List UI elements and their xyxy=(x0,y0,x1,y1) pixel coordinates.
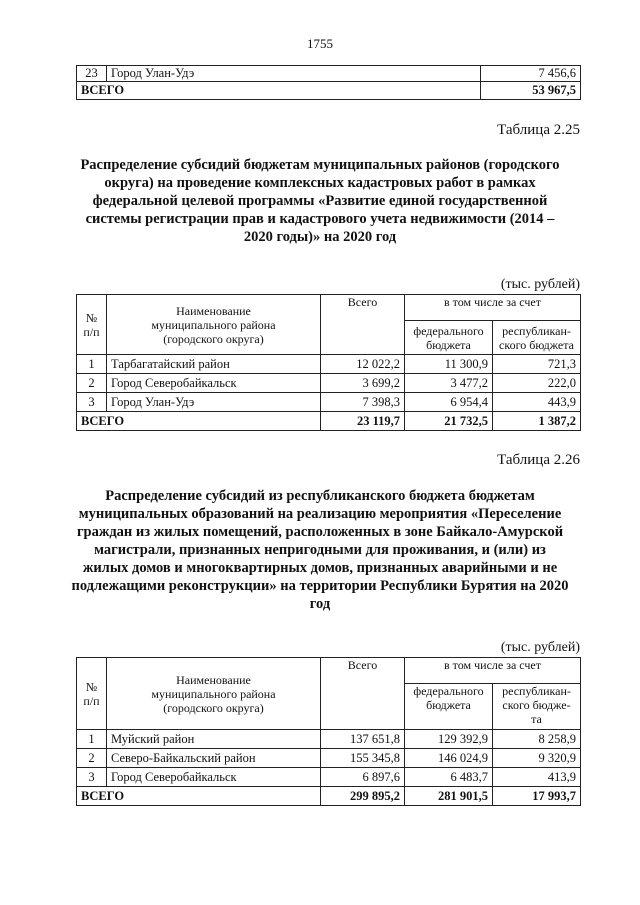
table-row xyxy=(77,749,581,768)
row-number: 2 xyxy=(77,374,107,393)
table-title-2-25: Распределение субсидий бюджетам муниципальных районов (городского округа) на проведение комплексных кадастровых работ в рамках федеральной целевой программы «Развитие единой государственной системы регистрации прав и кадастрового учета недвижимости (2014 – 2020 годы)» на 2020 год xyxy=(80,157,560,245)
table-row xyxy=(77,374,581,393)
total-row xyxy=(77,82,581,100)
republican-cell: 1 387,2 xyxy=(493,412,581,431)
total-cell: 155 345,8 xyxy=(321,749,405,768)
total-label: ВСЕГО xyxy=(77,787,321,806)
total-row xyxy=(77,412,581,431)
total-cell: 137 651,8 xyxy=(321,730,405,749)
header-federal: федерального бюджета xyxy=(405,684,493,730)
federal-cell: 3 477,2 xyxy=(405,374,493,393)
header-name: Наименование муниципального района (городского округа) xyxy=(107,295,321,355)
unit-label: (тыс. рублей) xyxy=(500,640,580,655)
district-name: Город Улан-Удэ xyxy=(107,393,321,412)
republican-cell: 9 320,9 xyxy=(493,749,581,768)
row-number: 1 xyxy=(77,730,107,749)
district-name: Северо-Байкальский район xyxy=(107,749,321,768)
federal-cell: 281 901,5 xyxy=(405,787,493,806)
header-total: Всего xyxy=(321,658,405,730)
total-cell: 299 895,2 xyxy=(321,787,405,806)
total-cell: 7 398,3 xyxy=(321,393,405,412)
table-label-2-26: Таблица 2.26 xyxy=(497,452,580,468)
federal-cell: 129 392,9 xyxy=(405,730,493,749)
total-cell: 12 022,2 xyxy=(321,355,405,374)
table-row xyxy=(77,393,581,412)
header-federal: федерального бюджета xyxy=(405,321,493,355)
republican-cell: 222,0 xyxy=(493,374,581,393)
row-number: 3 xyxy=(77,768,107,787)
header-name: Наименование муниципального района (городского округа) xyxy=(107,658,321,730)
header-republican: республикан- ского бюдже- та xyxy=(493,684,581,730)
total-cell: 6 897,6 xyxy=(321,768,405,787)
total-cell: 3 699,2 xyxy=(321,374,405,393)
republican-cell: 17 993,7 xyxy=(493,787,581,806)
subsidy-table-2-25 xyxy=(76,294,581,431)
header-republican: республикан- ского бюджета xyxy=(493,321,581,355)
row-number: 23 xyxy=(77,66,107,82)
header-including: в том числе за счет xyxy=(405,295,581,321)
total-label: ВСЕГО xyxy=(77,82,481,100)
header-number: № п/п xyxy=(77,295,107,355)
table-title-2-26: Распределение субсидий из республиканского бюджета бюджетам муниципальных образований на реализацию мероприятия «Переселение граждан из жилых помещений, расположенных в зоне Байкало-Амурской магистрали, признанных непригодными для проживания, и (или) из жилых домов и многоквартирных домов, признанных аварийными и не подлежащими реконструкции» на территории Республики Бурятия на 2020 год xyxy=(71,488,569,612)
total-value: 53 967,5 xyxy=(481,82,581,100)
row-number: 1 xyxy=(77,355,107,374)
federal-cell: 21 732,5 xyxy=(405,412,493,431)
unit-label: (тыс. рублей) xyxy=(500,277,580,292)
total-row xyxy=(77,787,581,806)
federal-cell: 11 300,9 xyxy=(405,355,493,374)
table-label-2-25: Таблица 2.25 xyxy=(497,122,580,138)
subsidy-table-2-26 xyxy=(76,657,581,806)
federal-cell: 6 954,4 xyxy=(405,393,493,412)
federal-cell: 6 483,7 xyxy=(405,768,493,787)
row-number: 3 xyxy=(77,393,107,412)
republican-cell: 8 258,9 xyxy=(493,730,581,749)
federal-cell: 146 024,9 xyxy=(405,749,493,768)
header-total: Всего xyxy=(321,295,405,355)
district-name: Город Улан-Удэ xyxy=(107,66,481,82)
district-name: Город Северобайкальск xyxy=(107,374,321,393)
table-row xyxy=(77,66,581,82)
header-including: в том числе за счет xyxy=(405,658,581,684)
republican-cell: 721,3 xyxy=(493,355,581,374)
row-value: 7 456,6 xyxy=(481,66,581,82)
table-row xyxy=(77,355,581,374)
district-name: Муйский район xyxy=(107,730,321,749)
continuation-table xyxy=(76,65,581,100)
table-row xyxy=(77,730,581,749)
header-number: № п/п xyxy=(77,658,107,730)
total-cell: 23 119,7 xyxy=(321,412,405,431)
table-row xyxy=(77,768,581,787)
total-label: ВСЕГО xyxy=(77,412,321,431)
page-number: 1755 xyxy=(307,36,333,51)
district-name: Город Северобайкальск xyxy=(107,768,321,787)
republican-cell: 413,9 xyxy=(493,768,581,787)
row-number: 2 xyxy=(77,749,107,768)
republican-cell: 443,9 xyxy=(493,393,581,412)
district-name: Тарбагатайский район xyxy=(107,355,321,374)
